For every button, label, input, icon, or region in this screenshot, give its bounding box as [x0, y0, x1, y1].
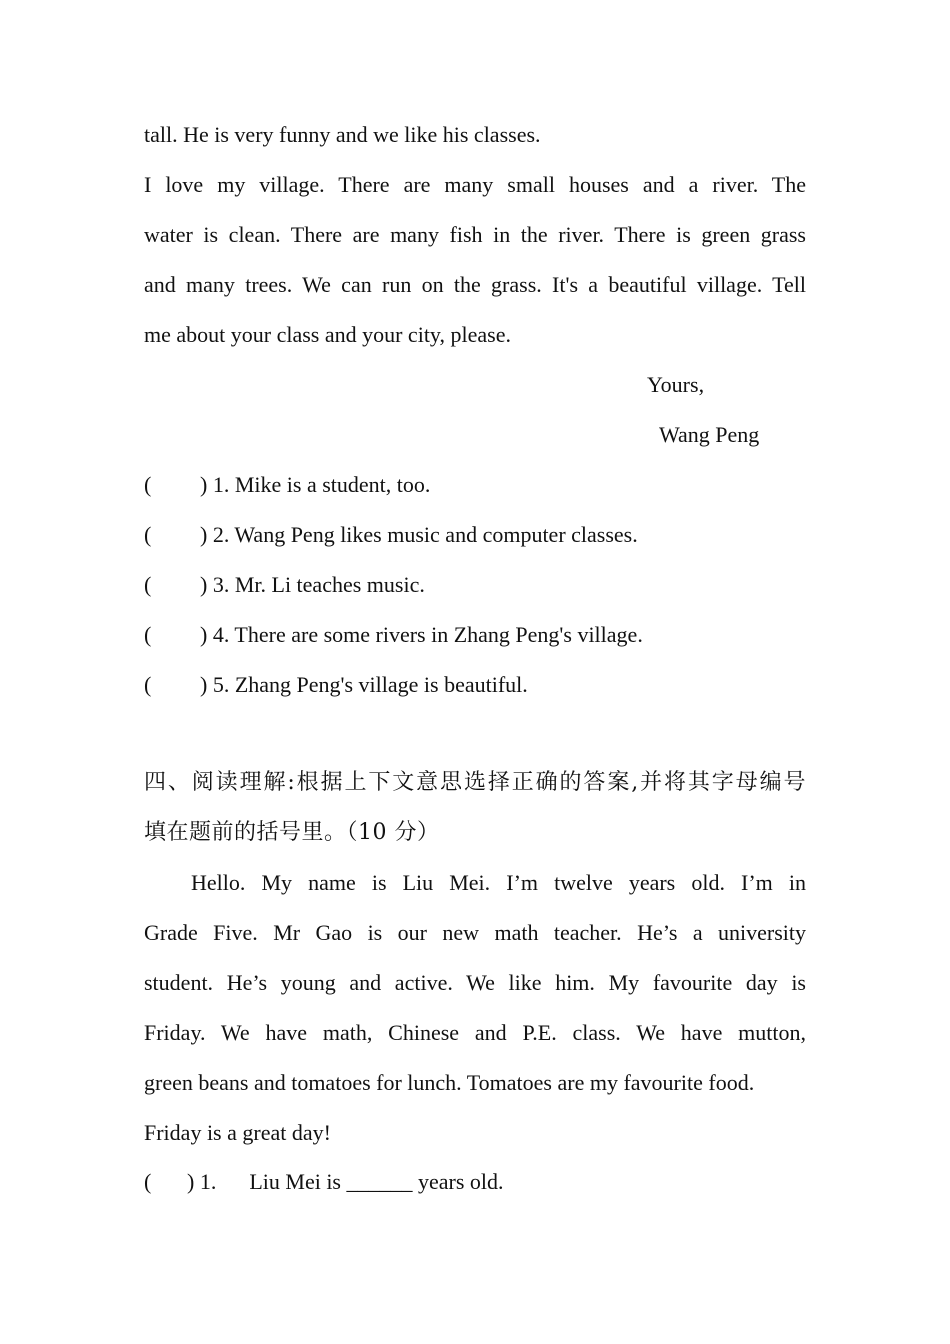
passage-line-5: green beans and tomatoes for lunch. Tomatoes are my favourite food. [144, 1070, 755, 1095]
question-item [144, 520, 638, 550]
letter-line-5: me about your class and your city, please. [144, 322, 511, 347]
section-heading: 四、阅读理解:根据上下文意思选择正确的答案,并将其字母编号 [144, 770, 806, 795]
passage-line-4: Friday. We have math, Chinese and P.E. class. We have mutton, [144, 1020, 806, 1045]
answer-blank-open: ( [144, 1169, 152, 1194]
letter-closing: Yours, [647, 372, 705, 397]
question-item [144, 470, 430, 500]
question-text: ) 5. Zhang Peng's village is beautiful. [200, 672, 528, 697]
passage-line-1: Hello. My name is Liu Mei. I’m twelve years old. I’m in [191, 870, 806, 895]
letter-line-2: I love my village. There are many small houses and a river. The [144, 172, 806, 197]
answer-blank-open: ( [144, 672, 152, 697]
letter-line-3: water is clean. There are many fish in the river. There is green grass [144, 222, 806, 247]
question-item [144, 670, 528, 700]
passage-line-6: Friday is a great day! [144, 1120, 331, 1145]
answer-blank-open: ( [144, 572, 152, 597]
question-text: ) 3. Mr. Li teaches music. [200, 572, 425, 597]
question-item [144, 1167, 504, 1197]
question-text: ) 1. Liu Mei is ______ years old. [187, 1169, 504, 1194]
section-heading-continued: 填在题前的括号里。（10 分） [144, 820, 440, 845]
question-text: ) 4. There are some rivers in Zhang Peng's village. [200, 622, 643, 647]
question-text: ) 2. Wang Peng likes music and computer classes. [200, 522, 638, 547]
answer-blank-open: ( [144, 522, 152, 547]
question-text: ) 1. Mike is a student, too. [200, 472, 431, 497]
question-item [144, 620, 643, 650]
answer-blank-open: ( [144, 622, 152, 647]
question-item [144, 570, 425, 600]
letter-signature: Wang Peng [659, 422, 760, 447]
passage-line-3: student. He’s young and active. We like him. My favourite day is [144, 970, 806, 995]
letter-line-1: tall. He is very funny and we like his classes. [144, 122, 541, 147]
passage-line-2: Grade Five. Mr Gao is our new math teacher. He’s a university [144, 920, 806, 945]
letter-line-4: and many trees. We can run on the grass. It's a beautiful village. Tell [144, 272, 806, 297]
answer-blank-open: ( [144, 472, 152, 497]
